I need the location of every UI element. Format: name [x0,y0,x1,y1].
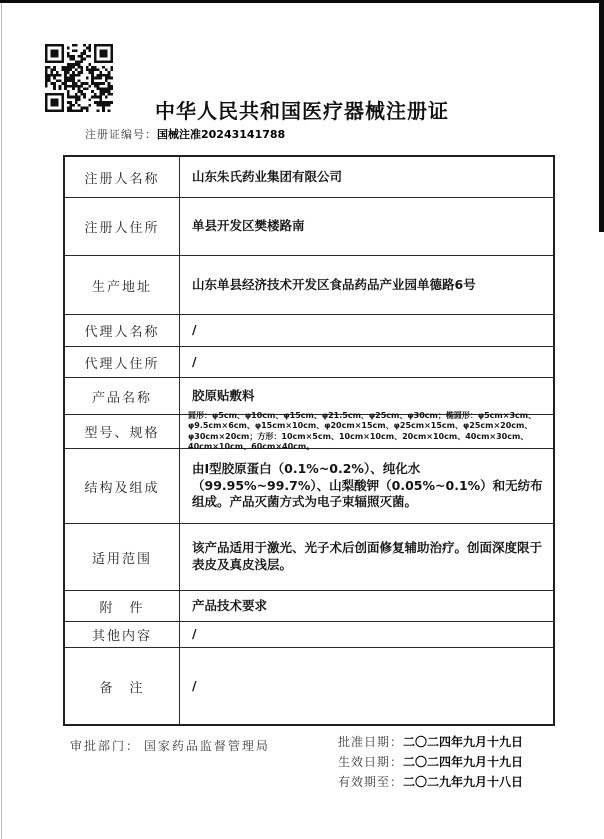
approval-dept-label: 审批部门： [70,739,141,753]
table-row [65,256,553,315]
row-label: 生产地址 [65,256,180,314]
table-row [65,315,553,347]
row-value: 由I型胶原蛋白（0.1%~0.2%）、纯化水（99.95%~99.7%）、山梨酸钾（0.05%~0.1%）和无纺布组成。产品灭菌方式为电子束辐照灭菌。 [192,460,543,510]
row-label: 结构及组成 [65,449,180,523]
row-label: 代理人名称 [65,315,180,346]
effective-date-value: 二〇二四年九月十九日 [403,755,524,769]
page-title: 中华人民共和国医疗器械注册证 [155,99,449,123]
registration-number-label: 注册证编号： [85,128,157,141]
table-row [65,410,553,451]
row-label: 型号、规格 [65,415,180,448]
table-row [65,622,553,648]
row-value: 山东朱氏药业集团有限公司 [192,168,343,184]
effective-date-label: 生效日期： [338,755,404,769]
registration-number [85,126,285,142]
row-label: 适用范围 [65,524,180,590]
row-value: / [192,353,197,369]
scan-artifact-top-edge [0,0,604,3]
approval-date-line [338,732,523,752]
row-label: 附 件 [65,591,180,621]
row-label: 产品名称 [65,378,180,414]
table-row [65,591,553,622]
row-label: 注册人名称 [65,157,180,197]
expiry-date-line [338,772,523,792]
table-row [65,648,553,724]
row-value: 胶原贴敷料 [192,387,255,403]
table-row [65,198,553,256]
row-label: 注册人住所 [65,198,180,255]
row-label: 代理人住所 [65,347,180,377]
table-row [65,347,553,378]
row-value: 山东单县经济技术开发区食品药品产业园单德路6号 [192,276,476,292]
row-value: 产品技术要求 [192,597,268,613]
expiry-date-value: 二〇二九年九月十八日 [403,775,524,789]
certificate-table [63,155,555,726]
effective-date-line [338,752,523,772]
table-row [65,157,553,198]
row-value: / [192,322,197,338]
registration-number-value: 国械注准20243141788 [157,128,286,141]
approval-dept-value: 国家药品监督管理局 [143,739,270,753]
approval-dept-line [70,737,270,754]
row-value: 该产品适用于激光、光子术后创面修复辅助治疗。创面深度限于表皮及真皮浅层。 [192,540,543,572]
table-row [65,378,553,415]
row-value: / [192,677,197,693]
row-value: / [192,626,197,642]
row-label: 其他内容 [65,622,180,647]
expiry-date-label: 有效期至： [338,775,404,789]
table-row [65,449,553,524]
row-value: 单县开发区樊楼路南 [192,218,305,234]
scan-artifact-left-edge [1,3,2,839]
date-lines [338,732,523,792]
table-row [65,524,553,591]
approval-date-value: 二〇二四年九月十九日 [403,735,524,749]
row-value: 圆形：φ5cm、φ10cm、φ15cm、φ21.5cm、φ25cm、φ30cm；椭圆形：φ5cm×3cm、φ9.5cm×6cm、φ15cm×10cm、φ20cm×15cm、φ25cm×15cm、φ25cm×20cm、φ30cm×20cm；方形：10cm×5cm、10cm×10cm、20cm×10cm、40cm×30cm、40cm×10cm、60cm×40cm。 [188,410,537,451]
row-label: 备 注 [65,648,180,724]
approval-date-label: 批准日期： [338,735,404,749]
